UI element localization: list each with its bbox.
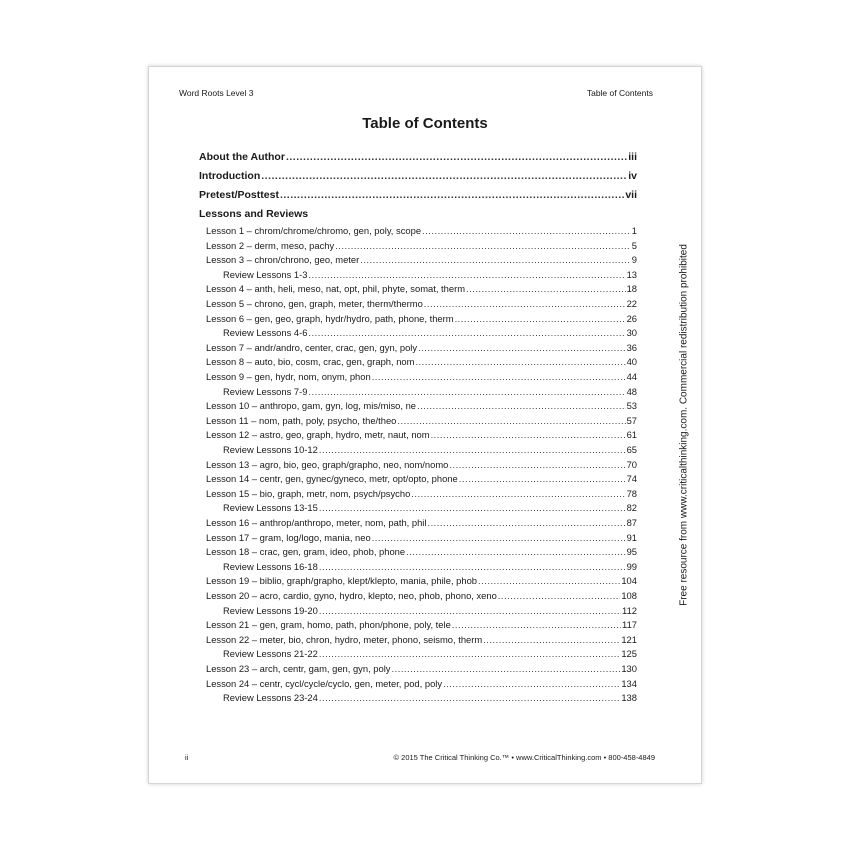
toc-entry-page: 65 xyxy=(626,444,637,455)
toc-entry xyxy=(199,189,637,201)
toc-entry-label: Lesson 13 – agro, bio, geo, graph/grapho, neo, nom/nomo xyxy=(206,458,449,470)
toc-entry-label: Lesson 3 – chron/chrono, geo, meter xyxy=(206,254,360,266)
toc-entry-page: 22 xyxy=(626,298,637,309)
toc-entry-label: Lesson 8 – auto, bio, cosm, crac, gen, graph, nom xyxy=(206,356,415,368)
dot-leader xyxy=(319,502,626,514)
toc-entry-page: 44 xyxy=(626,371,637,382)
toc-entry-page: 82 xyxy=(626,502,637,514)
toc-entry-page: 112 xyxy=(622,604,637,616)
toc-lesson-entry xyxy=(206,473,637,485)
toc-lesson-entry xyxy=(206,429,637,441)
toc-entry-label: Lesson 9 – gen, hydr, nom, onym, phon xyxy=(206,371,371,382)
toc-entry-label: Lesson 1 – chrom/chrome/chromo, gen, poly, scope xyxy=(206,225,422,236)
toc-review-entry xyxy=(223,386,637,398)
toc-entry-label: Lesson 11 – nom, path, poly, psycho, the/theo xyxy=(206,414,397,426)
dot-leader xyxy=(319,648,620,660)
toc-entry-page: 18 xyxy=(626,283,637,295)
toc-entry-page: iii xyxy=(628,151,637,163)
toc-lesson-entry xyxy=(206,663,637,675)
toc-lesson-entry xyxy=(206,678,637,690)
toc-entry-page: 13 xyxy=(626,268,637,280)
toc-entry-label: Review Lessons 4-6 xyxy=(223,327,308,339)
dot-leader xyxy=(319,605,621,617)
toc-lesson-entry xyxy=(206,342,637,354)
dot-leader xyxy=(319,444,626,456)
toc-entry-page: 95 xyxy=(626,546,637,558)
toc-entry-page: 40 xyxy=(626,356,637,368)
toc-entry-label: Lesson 7 – andr/andro, center, crac, gen, gyn, poly xyxy=(206,341,418,353)
dot-leader xyxy=(452,619,621,631)
page-title: Table of Contents xyxy=(362,115,488,132)
toc-entry-label: Lesson 24 – centr, cycl/cycle/cyclo, gen, meter, pod, poly xyxy=(206,677,443,689)
toc-entry-page: vii xyxy=(625,189,637,201)
toc-entry-label: About the Author xyxy=(199,151,285,163)
toc-entry-page: 134 xyxy=(621,677,637,689)
toc-lesson-entry xyxy=(206,313,637,325)
toc-lesson-entry xyxy=(206,415,637,427)
dot-leader xyxy=(422,225,631,237)
toc-lesson-entry xyxy=(206,371,637,383)
toc-entry-page: 5 xyxy=(631,239,637,251)
toc-entry-label: Lesson 17 – gram, log/logo, mania, neo xyxy=(206,531,371,543)
toc-entry-label: Lesson 23 – arch, centr, gam, gen, gyn, poly xyxy=(206,663,391,674)
dot-leader xyxy=(372,532,626,544)
toc-entry-page: 48 xyxy=(626,385,637,397)
toc-review-entry xyxy=(223,648,637,660)
toc-entry-label: Review Lessons 19-20 xyxy=(223,604,318,616)
section-heading: Lessons and Reviews xyxy=(199,208,309,220)
dot-leader xyxy=(449,459,625,471)
toc-entry-label: Lesson 21 – gen, gram, homo, path, phon/phone, poly, tele xyxy=(206,619,451,631)
toc-entry-label: Lesson 16 – anthrop/anthropo, meter, nom, path, phil xyxy=(206,517,427,528)
toc-lesson-entry xyxy=(206,283,637,295)
toc-entry-label: Lesson 10 – anthropo, gam, gyn, log, mis/miso, ne xyxy=(206,400,417,412)
toc-entry-label: Lesson 12 – astro, geo, graph, hydro, metr, naut, nom xyxy=(206,429,430,441)
toc-entry xyxy=(199,151,637,163)
toc-review-entry xyxy=(223,561,637,573)
toc-entry-label: Lesson 4 – anth, heli, meso, nat, opt, phil, phyte, somat, therm xyxy=(206,283,465,295)
toc-entry-page: 53 xyxy=(626,400,637,412)
toc-entry-label: Lesson 2 – derm, meso, pachy xyxy=(206,239,335,251)
toc-entry-page: 57 xyxy=(626,414,637,426)
footer-page-number: ii xyxy=(185,753,189,762)
toc-entry-label: Review Lessons 23-24 xyxy=(223,692,318,704)
dot-leader xyxy=(466,283,626,295)
dot-leader xyxy=(335,240,631,252)
toc-lesson-entry xyxy=(206,240,637,252)
toc-entry-page: 36 xyxy=(626,341,637,353)
toc-entry-label: Lesson 19 – biblio, graph/grapho, klept/klepto, mania, phile, phob xyxy=(206,575,478,587)
toc-entry-page: 117 xyxy=(622,619,637,631)
toc-entry-label: Lesson 20 – acro, cardio, gyno, hydro, klepto, neo, phob, phono, xeno xyxy=(206,590,497,601)
dot-leader xyxy=(392,663,621,675)
dot-leader xyxy=(411,488,625,500)
dot-leader xyxy=(424,298,626,310)
toc-entry-page: 138 xyxy=(621,692,637,704)
toc-lesson-entry xyxy=(206,225,637,237)
toc-lesson-entry xyxy=(206,298,637,310)
dot-leader xyxy=(406,546,625,558)
header-book-title: Word Roots Level 3 xyxy=(179,88,254,98)
dot-leader xyxy=(319,561,626,573)
toc-entry-label: Lesson 5 – chrono, gen, graph, meter, therm/thermo xyxy=(206,298,423,309)
toc-entry-label: Review Lessons 7-9 xyxy=(223,385,308,397)
toc-entry-label: Lesson 14 – centr, gen, gynec/gyneco, metr, opt/opto, phone xyxy=(206,473,458,485)
toc-lesson-entry xyxy=(206,546,637,558)
header-section-title: Table of Contents xyxy=(586,88,653,98)
toc-entry xyxy=(199,170,637,182)
toc-entry-label: Introduction xyxy=(199,170,261,182)
toc-lesson-entry xyxy=(206,590,637,602)
toc-entry-label: Pretest/Posttest xyxy=(199,189,279,201)
toc-entry-label: Lesson 18 – crac, gen, gram, ideo, phob, phone xyxy=(206,546,406,558)
toc-entry-label: Review Lessons 16-18 xyxy=(223,560,318,572)
document-page xyxy=(148,66,702,784)
toc-entry-page: 1 xyxy=(631,225,637,236)
toc-lesson-entry xyxy=(206,619,637,631)
toc-review-entry xyxy=(223,502,637,514)
toc-entry-page: 78 xyxy=(626,487,637,499)
toc-entry-label: Review Lessons 13-15 xyxy=(223,502,318,514)
toc-entry-page: 70 xyxy=(626,458,637,470)
toc-entry-page: 87 xyxy=(626,517,637,528)
toc-entry-page: 121 xyxy=(621,633,637,645)
toc-entry-label: Lesson 15 – bio, graph, metr, nom, psych/psycho xyxy=(206,487,411,499)
toc-entry-label: Review Lessons 21-22 xyxy=(223,648,318,660)
dot-leader xyxy=(286,151,627,163)
dot-leader xyxy=(459,473,626,485)
dot-leader xyxy=(397,415,625,427)
toc-lesson-entry xyxy=(206,459,637,471)
toc-entry-page: 30 xyxy=(626,327,637,339)
dot-leader xyxy=(280,189,624,201)
toc-entry-label: Review Lessons 1-3 xyxy=(223,268,308,280)
toc-entry-label: Lesson 22 – meter, bio, chron, hydro, meter, phono, seismo, therm xyxy=(206,633,483,645)
dot-leader xyxy=(478,575,620,587)
toc-entry-page: 61 xyxy=(626,429,637,441)
toc-entry-page: 91 xyxy=(626,531,637,543)
toc-lesson-entry xyxy=(206,400,637,412)
toc-lesson-entry xyxy=(206,356,637,368)
toc-lesson-entry xyxy=(206,634,637,646)
toc-entry-label: Lesson 6 – gen, geo, graph, hydr/hydro, path, phone, therm xyxy=(206,312,454,324)
dot-leader xyxy=(427,517,625,529)
toc-lesson-entry xyxy=(206,517,637,529)
dot-leader xyxy=(308,327,625,339)
toc-entry-page: 130 xyxy=(621,663,637,674)
dot-leader xyxy=(483,634,620,646)
toc-review-entry xyxy=(223,692,637,704)
dot-leader xyxy=(308,269,625,281)
toc-entry-page: 104 xyxy=(621,575,637,587)
dot-leader xyxy=(360,254,631,266)
toc-entry-page: 108 xyxy=(621,590,637,601)
toc-review-entry xyxy=(223,269,637,281)
toc-entry-page: 74 xyxy=(626,473,637,485)
toc-lesson-entry xyxy=(206,254,637,266)
toc-entry-page: 125 xyxy=(621,648,637,660)
toc-entry-page: iv xyxy=(628,170,637,182)
toc-review-entry xyxy=(223,444,637,456)
dot-leader xyxy=(372,371,626,383)
toc-entry-page: 26 xyxy=(626,312,637,324)
toc-lesson-entry xyxy=(206,575,637,587)
toc-review-entry xyxy=(223,605,637,617)
dot-leader xyxy=(319,692,620,704)
dot-leader xyxy=(455,313,626,325)
side-redistribution-note: Free resource from www.criticalthinking.com. Commercial redistribution prohibited xyxy=(678,244,690,606)
footer-copyright: © 2015 The Critical Thinking Co.™ • www.CriticalThinking.com • 800-458-4849 xyxy=(393,753,655,762)
dot-leader xyxy=(415,356,625,368)
toc-lesson-entry xyxy=(206,532,637,544)
toc-lesson-entry xyxy=(206,488,637,500)
dot-leader xyxy=(417,400,626,412)
dot-leader xyxy=(498,590,621,602)
dot-leader xyxy=(308,386,625,398)
toc-entry-page: 99 xyxy=(626,560,637,572)
toc-entry-page: 9 xyxy=(631,254,637,266)
dot-leader xyxy=(418,342,625,354)
toc-review-entry xyxy=(223,327,637,339)
dot-leader xyxy=(443,678,620,690)
toc-entry-label: Review Lessons 10-12 xyxy=(223,444,318,455)
dot-leader xyxy=(261,170,627,182)
dot-leader xyxy=(431,429,626,441)
